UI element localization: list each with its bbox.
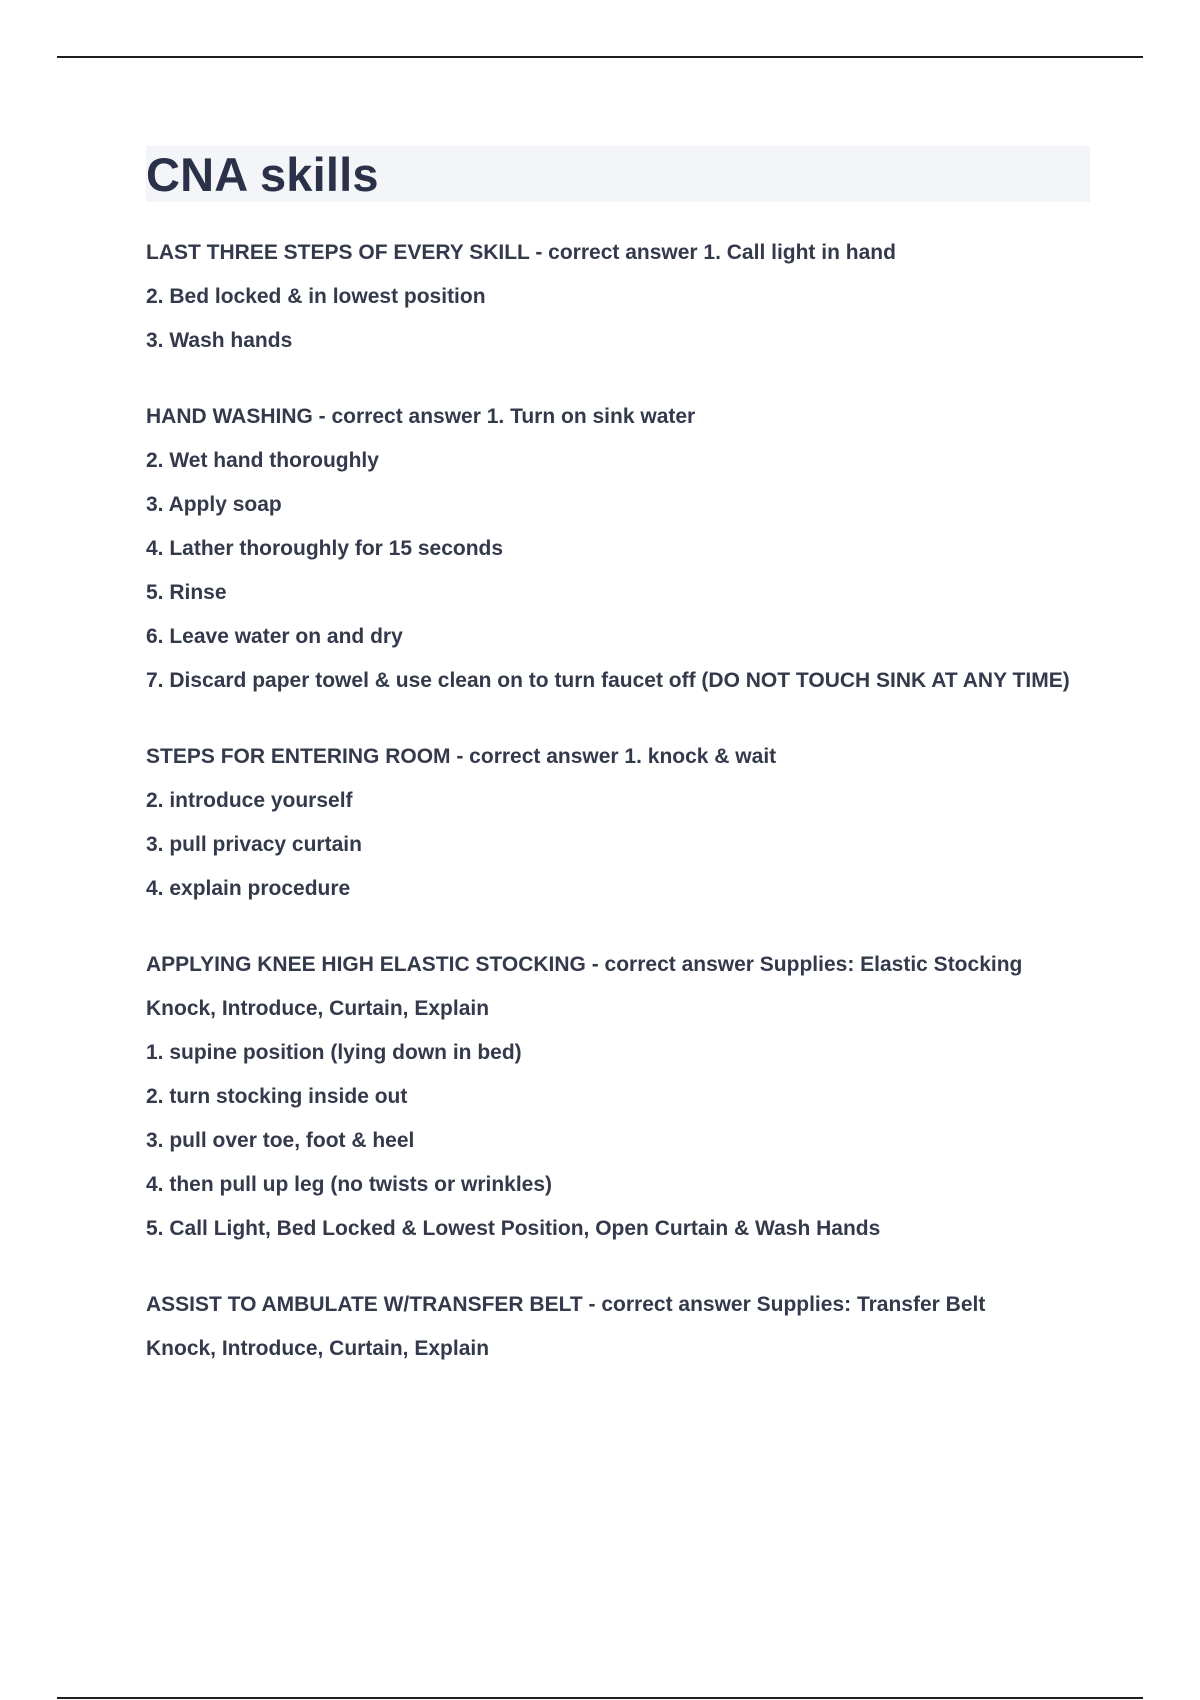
step-line: 3. Wash hands xyxy=(146,329,293,352)
title-banner xyxy=(146,146,1090,202)
step-line: 4. then pull up leg (no twists or wrinkles) xyxy=(146,1173,553,1196)
step-line: 2. Wet hand thoroughly xyxy=(146,449,379,472)
section-heading: APPLYING KNEE HIGH ELASTIC STOCKING - correct answer Supplies: Elastic Stocking xyxy=(146,953,1023,976)
section-elastic-stocking xyxy=(146,952,1090,1242)
top-rule xyxy=(57,56,1143,58)
section-transfer-belt xyxy=(146,1292,1090,1362)
step-line: 5. Call Light, Bed Locked & Lowest Position, Open Curtain & Wash Hands xyxy=(146,1217,881,1240)
step-line: 2. introduce yourself xyxy=(146,789,353,812)
section-heading: ASSIST TO AMBULATE W/TRANSFER BELT - correct answer Supplies: Transfer Belt xyxy=(146,1293,986,1316)
document-body xyxy=(146,146,1090,1412)
section-entering-room xyxy=(146,744,1090,902)
bottom-rule xyxy=(57,1697,1143,1699)
step-line: 3. pull privacy curtain xyxy=(146,833,362,856)
step-line: 5. Rinse xyxy=(146,581,227,604)
step-line: 4. Lather thoroughly for 15 seconds xyxy=(146,537,504,560)
section-last-three-steps xyxy=(146,240,1090,354)
step-line: 2. Bed locked & in lowest position xyxy=(146,285,486,308)
section-heading: LAST THREE STEPS OF EVERY SKILL - correct answer 1. Call light in hand xyxy=(146,241,896,264)
step-line: 4. explain procedure xyxy=(146,877,351,900)
step-line: Knock, Introduce, Curtain, Explain xyxy=(146,1337,490,1360)
step-line: 2. turn stocking inside out xyxy=(146,1085,408,1108)
section-hand-washing xyxy=(146,404,1090,694)
section-heading: HAND WASHING - correct answer 1. Turn on sink water xyxy=(146,405,696,428)
step-line: 3. pull over toe, foot & heel xyxy=(146,1129,415,1152)
document-title: CNA skills xyxy=(146,147,379,201)
step-line: 1. supine position (lying down in bed) xyxy=(146,1041,522,1064)
step-line: 3. Apply soap xyxy=(146,493,282,516)
step-line: Knock, Introduce, Curtain, Explain xyxy=(146,997,490,1020)
section-heading: STEPS FOR ENTERING ROOM - correct answer 1. knock & wait xyxy=(146,745,777,768)
step-line: 6. Leave water on and dry xyxy=(146,625,403,648)
step-line: 7. Discard paper towel & use clean on to turn faucet off (DO NOT TOUCH SINK AT ANY TIME) xyxy=(146,669,1070,692)
